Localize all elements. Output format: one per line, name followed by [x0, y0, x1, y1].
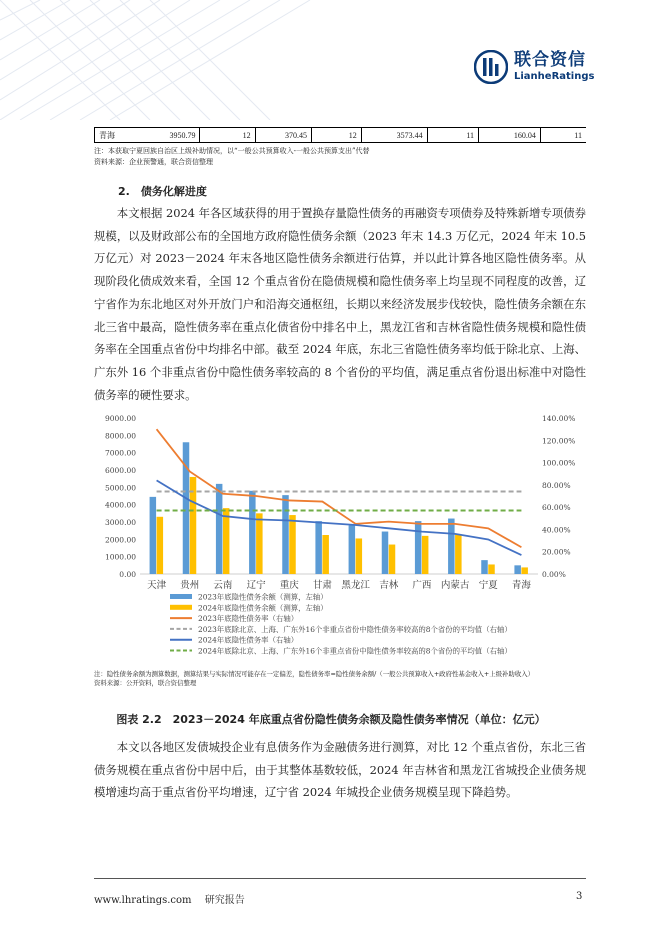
table-cell: 370.45	[255, 128, 311, 143]
category-label: 天津	[147, 580, 167, 591]
bar	[514, 565, 521, 574]
bar	[282, 495, 289, 574]
bar	[322, 535, 329, 574]
series-line	[157, 480, 522, 555]
right-axis-tick-label: 60.00%	[542, 503, 571, 513]
chart-notes	[94, 670, 586, 688]
footer-divider	[94, 878, 586, 879]
category-label: 青海	[511, 580, 531, 591]
left-axis-tick-label: 9000.00	[104, 414, 136, 423]
logo-name-cn: 联合资信	[514, 50, 586, 70]
bar	[356, 538, 363, 574]
right-axis-tick-label: 0.00%	[542, 570, 566, 579]
table-cell: 160.04	[479, 128, 541, 143]
bar	[481, 560, 488, 574]
legend-label: 2024年底除北京、上海、广东外16个非重点省份中隐性债务率较高的8个省份的平均值（右轴）	[198, 646, 512, 656]
right-axis-tick-label: 80.00%	[542, 480, 571, 490]
bar	[216, 484, 223, 574]
bar	[448, 519, 455, 574]
table-note: 注：本获取宁夏回族自治区上级补助情况，以“一般公共预算收入-一般公共预算支出”代替	[94, 147, 370, 155]
province-table	[94, 127, 586, 143]
table-cell: 12	[312, 128, 362, 143]
left-axis-tick-label: 5000.00	[104, 483, 136, 493]
left-axis-tick-label: 2000.00	[104, 535, 136, 545]
right-axis-tick-label: 100.00%	[542, 458, 576, 468]
left-axis-tick-label: 3000.00	[104, 518, 136, 527]
legend-label: 2023年底隐性债务率（右轴）	[198, 614, 299, 624]
category-label: 辽宁	[246, 580, 266, 591]
category-label: 甘肃	[312, 580, 332, 591]
table-cell: 3573.44	[361, 128, 427, 143]
bar	[389, 545, 396, 574]
logo-name-en: LianheRatings	[514, 71, 595, 82]
right-axis-tick-label: 20.00%	[542, 547, 571, 557]
bar	[150, 497, 157, 574]
category-label: 黑龙江	[341, 580, 370, 591]
bar	[183, 442, 190, 574]
series-line	[157, 429, 522, 547]
table-cell: 青海	[95, 128, 144, 143]
category-label: 贵州	[180, 580, 200, 591]
bar	[422, 536, 429, 574]
footer-website: www.lhratings.com 研究报告	[94, 895, 245, 906]
bar	[256, 513, 263, 574]
bar	[315, 521, 322, 574]
category-label: 吉林	[379, 580, 399, 591]
left-axis-tick-label: 0.00	[119, 570, 136, 579]
left-axis-tick-label: 4000.00	[104, 500, 136, 510]
bar	[349, 525, 356, 574]
chart-note: 注：隐性债务余额为测算数据，测算结果与实际情况可能存在一定偏差，隐性债务率=隐性债务余额/（一般公共预算收入+政府性基金收入+上级补助收入）	[94, 670, 534, 678]
left-axis-tick-label: 7000.00	[104, 448, 136, 458]
right-axis-tick-label: 40.00%	[542, 525, 571, 535]
legend-swatch	[170, 605, 192, 610]
right-axis-tick-label: 120.00%	[542, 436, 576, 446]
bar	[415, 521, 422, 574]
legend-label: 2024年底隐性债务率（右轴）	[198, 635, 299, 645]
category-label: 重庆	[279, 580, 299, 591]
bar	[521, 567, 528, 574]
bar	[289, 515, 296, 574]
category-label: 宁夏	[478, 580, 498, 591]
legend-label: 2023年底除北京、上海、广东外16个非重点省份中隐性债务率较高的8个省份的平均值（右轴）	[198, 624, 512, 634]
left-axis-tick-label: 6000.00	[104, 466, 136, 475]
table-cell: 12	[200, 128, 255, 143]
body-paragraph-2: 本文以各地区发债城投企业有息债务作为金融债务进行测算，对比 12 个重点省份，东北三省债务规模在重点省份中居中后，由于其整体基数较低，2024 年吉林省和黑龙江省城投企业债务规模增速均高于重点省份平均增速，辽宁省 2024 年城投企业债务规模呈现下降趋势。	[94, 740, 586, 800]
table-row	[95, 128, 587, 143]
table-notes	[94, 146, 370, 168]
legend-label: 2023年底隐性债务余额（测算，左轴）	[198, 592, 328, 602]
table-cell: 3950.79	[144, 128, 200, 143]
bar	[382, 532, 389, 574]
figure-caption: 图表 2.2 2023－2024 年底重点省份隐性债务余额及隐性债务率情况（单位：亿元）	[116, 713, 546, 726]
bar	[488, 564, 495, 574]
table-cell: 11	[540, 128, 586, 143]
table-source: 资料来源：企业预警通，联合资信整理	[94, 158, 213, 166]
category-label: 内蒙古	[440, 580, 470, 591]
legend-swatch	[170, 594, 192, 599]
page-number: 3	[576, 891, 583, 902]
bar	[455, 534, 462, 574]
left-axis-tick-label: 8000.00	[104, 431, 136, 441]
section-title: 2. 债务化解进度	[118, 185, 207, 198]
chart-source: 资料来源：公开资料，联合资信整理	[94, 679, 197, 687]
body-paragraph-1: 本文根据 2024 年各区域获得的用于置换存量隐性债务的再融资专项债券及特殊新增专项债券规模，以及财政部公布的全国地方政府隐性债务余额（2023 年末 14.3 万亿元，2024 年末 10.5 万亿元）对 2023－2024 年末各地区隐性债务余额进行估算，并以此计算各地区隐性债务率。从现阶段化债成效来看，全国 12 个重点省份在隐债规模和隐性债务率上均呈现不同程度的改善，辽宁省作为东北地区对外开放门户和沿海交通枢纽，长期以来经济发展步伐较快，隐性债务余额在东北三省中最高，隐性债务率在重点化债省份中排名中上，黑龙江省和吉林省隐性债务规模和隐性债务率在全国重点省份中均排名中部。截至 2024 年底，东北三省隐性债务率均低于除北京、上海、广东外 16 个非重点省份中隐性债务率较高的 8 个省份的平均值，满足重点省份退出标准中对隐性债务率的硬性要求。	[94, 206, 586, 402]
company-logo	[474, 50, 594, 84]
left-axis-tick-label: 1000.00	[104, 552, 136, 562]
bar	[249, 491, 256, 574]
lianhe-logo-icon	[474, 50, 508, 84]
debt-chart	[94, 408, 586, 672]
bar	[157, 517, 164, 574]
category-label: 广西	[412, 580, 432, 591]
right-axis-tick-label: 140.00%	[542, 414, 576, 423]
table-cell: 11	[427, 128, 478, 143]
bar	[223, 508, 230, 574]
legend-label: 2024年底隐性债务余额（测算，左轴）	[198, 603, 328, 613]
category-label: 云南	[213, 580, 233, 591]
